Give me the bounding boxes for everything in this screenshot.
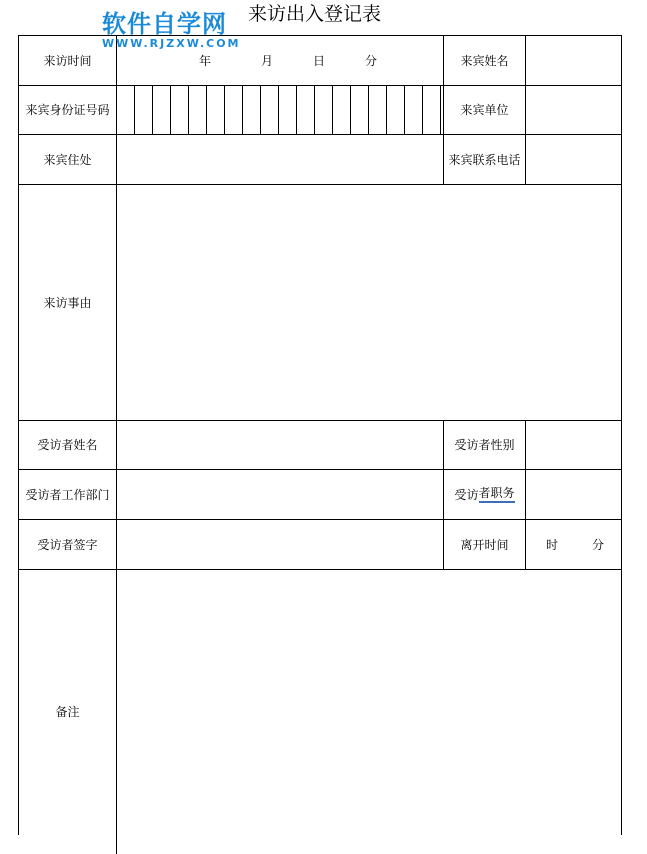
id-digit-box[interactable] [297, 86, 315, 134]
visit-reason-label: 来访事由 [19, 185, 117, 420]
visitor-org-label: 来宾单位 [444, 86, 526, 134]
row-visit-reason [19, 185, 621, 421]
row-visitor-address [19, 135, 621, 185]
host-position-label-prefix: 受访 [454, 487, 479, 502]
year-label: 年 [199, 53, 212, 68]
host-signature-field[interactable] [117, 520, 444, 569]
visitor-id-field[interactable] [117, 86, 444, 134]
leave-hour-label: 时 [546, 537, 559, 552]
row-host-department [19, 470, 621, 520]
id-digit-box[interactable] [243, 86, 261, 134]
watermark-main-text: 软件自学网 [102, 10, 227, 38]
host-position-label-underlined: 者职务 [479, 486, 515, 503]
visitor-name-label: 来宾姓名 [444, 36, 526, 85]
leave-minute-label: 分 [592, 537, 605, 552]
id-digit-box[interactable] [405, 86, 423, 134]
id-digit-box[interactable] [153, 86, 171, 134]
host-name-field[interactable] [117, 421, 444, 469]
id-digit-box[interactable] [369, 86, 387, 134]
leave-time-label: 离开时间 [444, 520, 526, 569]
registration-form [18, 35, 622, 835]
id-digit-box[interactable] [387, 86, 405, 134]
id-digit-box[interactable] [423, 86, 441, 134]
visitor-org-field[interactable] [526, 86, 621, 134]
id-digit-box[interactable] [315, 86, 333, 134]
id-digit-box[interactable] [333, 86, 351, 134]
id-digit-box[interactable] [261, 86, 279, 134]
leave-time-field[interactable] [526, 520, 621, 569]
host-signature-label: 受访者签字 [19, 520, 117, 569]
visit-reason-field[interactable] [117, 185, 621, 420]
row-visitor-id [19, 86, 621, 135]
host-gender-label: 受访者性别 [444, 421, 526, 469]
watermark-logo [102, 10, 252, 58]
id-digit-box[interactable] [207, 86, 225, 134]
id-digit-box[interactable] [117, 86, 135, 134]
host-name-label: 受访者姓名 [19, 421, 117, 469]
visitor-name-field[interactable] [526, 36, 621, 85]
minute-label: 分 [365, 53, 378, 68]
document-title: 来访出入登记表 [248, 3, 382, 25]
remarks-field[interactable] [117, 570, 621, 840]
watermark-sub-text: WWW.RJZXW.COM [102, 37, 241, 50]
id-digit-box[interactable] [225, 86, 243, 134]
id-digit-boxes [117, 86, 443, 134]
host-gender-field[interactable] [526, 421, 621, 469]
visitor-id-label: 来宾身份证号码 [19, 86, 117, 134]
id-digit-box[interactable] [135, 86, 153, 134]
row-host-signature [19, 520, 621, 570]
id-digit-box[interactable] [279, 86, 297, 134]
host-department-field[interactable] [117, 470, 444, 519]
host-department-label: 受访者工作部门 [19, 470, 117, 519]
row-remarks [19, 570, 621, 840]
host-position-field[interactable] [526, 470, 621, 519]
day-label: 日 [313, 53, 326, 68]
visitor-phone-label: 来宾联系电话 [444, 135, 526, 184]
host-position-label [444, 470, 526, 519]
row-host-name [19, 421, 621, 470]
visitor-phone-field[interactable] [526, 135, 621, 184]
visitor-address-label: 来宾住处 [19, 135, 117, 184]
month-label: 月 [261, 53, 274, 68]
id-digit-box[interactable] [171, 86, 189, 134]
visit-time-label: 来访时间 [19, 36, 117, 85]
visitor-address-field[interactable] [117, 135, 444, 184]
remarks-label: 备注 [19, 570, 117, 854]
id-digit-box[interactable] [351, 86, 369, 134]
id-digit-box[interactable] [189, 86, 207, 134]
